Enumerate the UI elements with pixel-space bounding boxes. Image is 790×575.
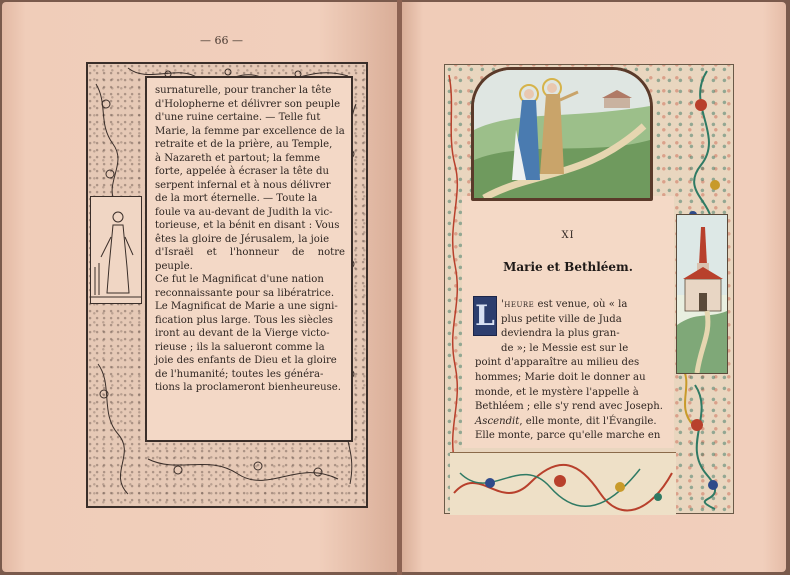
text-line: point d'apparaître au milieu des — [475, 357, 640, 369]
first-word-smallcaps: 'heure — [501, 299, 535, 310]
left-page-paragraph — [147, 78, 351, 395]
right-page-paragraph — [475, 298, 663, 444]
floral-scroll-icon — [450, 453, 676, 515]
page-number: — 66 — — [200, 34, 243, 47]
text-line: serpent infernal et à nous délivrer — [155, 179, 331, 191]
church-illustration — [676, 214, 728, 374]
text-line: hommes; Marie doit le donner au — [475, 371, 646, 383]
text-line: Le Magnificat de Marie a une signi- — [155, 301, 338, 312]
text-line: surnaturelle, pour trancher la tête — [155, 85, 332, 96]
text-line: reconnaissante pour sa libératrice. — [155, 287, 335, 299]
drop-cap-letter: L — [473, 296, 497, 336]
text-line: de la mort éternelle. — Toute la — [155, 193, 318, 204]
text-line: monde, et le mystère l'appelle à — [475, 386, 639, 398]
text-line: forte, appelée à écraser la tête du — [155, 166, 329, 177]
text-line-fragment: , elle monte, dit l'Évangile. — [519, 415, 657, 427]
text-line: deviendra la plus gran- — [501, 328, 620, 340]
church-icon — [677, 215, 727, 373]
text-line: Elle monte, parce qu'elle marche en — [475, 430, 661, 442]
text-line: êtes la gloire de Jérusalem, la joie — [155, 233, 330, 245]
saint-figure-vignette — [90, 196, 142, 304]
latin-word: Ascendit — [475, 415, 520, 427]
chapter-number: XI — [561, 230, 575, 241]
illuminated-bottom-band — [450, 452, 676, 515]
standing-figure-icon — [91, 197, 141, 303]
text-line: joie des enfants de Dieu et la gloire — [155, 355, 337, 366]
text-line — [475, 298, 663, 313]
holy-family-illustration — [471, 67, 653, 201]
text-line: tions la proclameront bienheureuse. — [155, 382, 341, 393]
text-line: fication plus large. Tous les siècles — [155, 314, 333, 326]
text-line: Ce fut le Magnificat d'une nation — [155, 274, 324, 285]
text-line: rieuse ; ils la salueront comme la — [155, 341, 325, 353]
text-line: d'Israël et l'honneur de notre peuple. — [155, 247, 345, 272]
text-line: Marie, la femme par excellence de la — [155, 125, 345, 137]
text-line: torieuse, et la bénit en disant : Vous — [155, 220, 340, 231]
text-line: retraite et de la prière, au Temple, — [155, 139, 333, 150]
journey-scene-icon — [474, 70, 650, 198]
text-line: de »; le Messie est sur le — [501, 342, 629, 354]
text-line — [475, 416, 657, 427]
text-line: foule va au-devant de Judith la vic- — [155, 206, 333, 218]
text-line-fragment: est venue, où « la — [534, 299, 628, 310]
text-line: à Nazareth et partout; la femme — [155, 152, 321, 164]
book-gutter — [397, 0, 402, 575]
text-line: d'une ruine certaine. — Telle fut — [155, 112, 321, 123]
text-line: iront au devant de la Vierge victo- — [155, 328, 330, 339]
left-text-block — [145, 76, 353, 442]
text-line: d'Holopherne et délivrer son peuple — [155, 98, 341, 110]
text-line: plus petite ville de Juda — [501, 313, 622, 325]
chapter-title: Marie et Bethléem. — [503, 260, 633, 274]
text-line: Bethléem ; elle s'y rend avec Joseph. — [475, 401, 663, 413]
text-line: de l'humanité; toutes les généra- — [155, 368, 324, 380]
